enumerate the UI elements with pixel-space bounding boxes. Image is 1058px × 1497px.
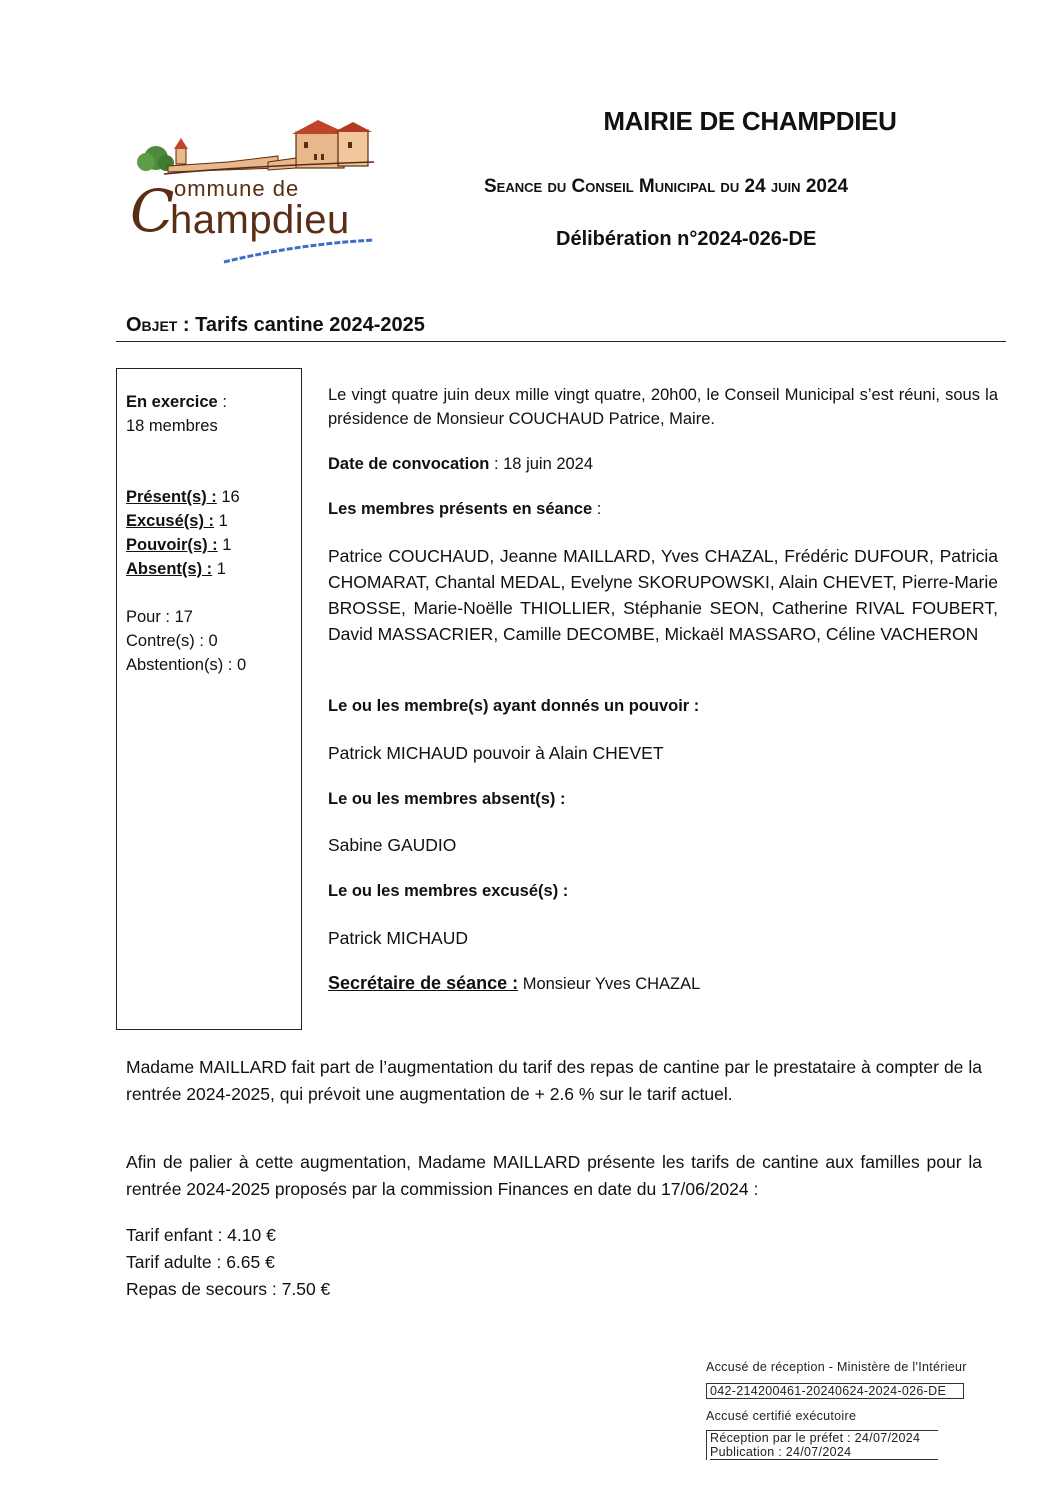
pouvoir-heading-text: Le ou les membre(s) ayant donnés un pouvoir :: [328, 697, 700, 715]
excuses-value-block: [328, 925, 998, 951]
excuses-heading: [328, 879, 998, 903]
seance-year: 2024: [805, 176, 849, 197]
secretaire-value: Monsieur Yves CHAZAL: [518, 975, 701, 993]
vote-results: [126, 605, 246, 677]
stamp-reception: Réception par le préfet : 24/07/2024: [710, 1431, 921, 1445]
en-exercice-sep: :: [217, 393, 227, 411]
stamp-reception-block: [706, 1430, 938, 1460]
absents-value: Sabine GAUDIO: [328, 835, 457, 855]
absents-count: [126, 557, 240, 581]
excuses-heading-text: Le ou les membres excusé(s) :: [328, 882, 569, 900]
vote-contre: Contre(s) : 0: [126, 632, 218, 650]
pouvoirs-value: 1: [217, 536, 232, 554]
presents-value: 16: [216, 488, 240, 506]
absents-label: Absent(s) :: [126, 560, 213, 578]
absents-heading: [328, 787, 998, 811]
seance-day: 24: [744, 176, 766, 197]
paragraph-augmentation: Madame MAILLARD fait part de l’augmentation du tarif des repas de cantine par le prestataire à compter de la rentrée 2024-2025, qui prévoit une augmentation de + 2.6 % sur le tarif actuel.: [126, 1057, 982, 1104]
en-exercice-value: 18 membres: [126, 417, 218, 435]
excuses-count: [126, 509, 240, 533]
mairie-title: MAIRIE DE CHAMPDIEU: [603, 106, 897, 136]
tarif-adulte: Tarif adulte : 6.65 €: [126, 1252, 275, 1272]
paragraph-tarifs-intro: Afin de palier à cette augmentation, Madame MAILLARD présente les tarifs de cantine aux familles pour la rentrée 2024-2025 proposés par la commission Finances en date du 17/06/2024 :: [126, 1152, 982, 1199]
stamp-certified: Accusé certifié exécutoire: [706, 1409, 857, 1423]
seance-text-a: Seance du Conseil Municipal du: [484, 176, 740, 197]
presents-list: Patrice COUCHAUD, Jeanne MAILLARD, Yves CHAZAL, Frédéric DUFOUR, Patricia CHOMARAT, Chantal MEDAL, Evelyne SKORUPOWSKI, Alain CHEVET, Pierre-Marie BROSSE, Marie-Noëlle THIOLLIER, Stéphanie SEON, Catherine RIVAL FOUBERT, David MASSACRIER, Camille DECOMBE, Mickaël MASSARO, Céline VACHERON: [328, 546, 998, 644]
objet-line: [126, 314, 425, 337]
presents-heading-line: [328, 497, 998, 521]
vote-abstention: Abstention(s) : 0: [126, 656, 247, 674]
logo-initial: C: [130, 177, 175, 245]
pouvoirs-count: [126, 533, 240, 557]
commune-logo: [128, 116, 380, 266]
presents-label: Présent(s) :: [126, 488, 217, 506]
convocation-line: [328, 452, 998, 476]
objet-divider: [116, 341, 1006, 342]
deliberation-number: Délibération n°2024-026-DE: [556, 228, 817, 250]
secretaire-label: Secrétaire de séance :: [328, 973, 519, 993]
tarifs-list: [126, 1222, 982, 1303]
presents-count: [126, 485, 240, 509]
en-exercice-line: [126, 390, 227, 438]
seance-heading: [484, 176, 848, 198]
logo-text-big: hampdieu: [170, 198, 350, 242]
vote-pour: Pour : 17: [126, 608, 193, 626]
excuses-label: Excusé(s) :: [126, 512, 215, 530]
stamp-reference: 042-214200461-20240624-2024-026-DE: [706, 1383, 964, 1399]
presents-heading-sep: :: [592, 500, 602, 518]
absents-value-block: [328, 832, 998, 858]
stamp-header: Accusé de réception - Ministère de l'Intérieur: [706, 1360, 967, 1374]
logo-text-top: ommune de: [174, 176, 300, 201]
secretaire-line: [328, 971, 998, 996]
pouvoirs-label: Pouvoir(s) :: [126, 536, 218, 554]
excuses-value: 1: [214, 512, 228, 530]
absents-value: 1: [212, 560, 226, 578]
pouvoir-value-block: [328, 740, 998, 766]
seance-month: juin: [770, 176, 801, 197]
presents-list-block: [328, 543, 998, 647]
tarif-enfant: Tarif enfant : 4.10 €: [126, 1225, 276, 1245]
pouvoir-heading: [328, 694, 998, 718]
convocation-value: : 18 juin 2024: [489, 455, 594, 473]
pouvoir-value: Patrick MICHAUD pouvoir à Alain CHEVET: [328, 743, 664, 763]
excuses-value: Patrick MICHAUD: [328, 928, 469, 948]
en-exercice-label: En exercice: [126, 393, 218, 411]
convocation-label: Date de convocation: [328, 455, 490, 473]
presents-heading: Les membres présents en séance: [328, 500, 593, 518]
session-intro: Le vingt quatre juin deux mille vingt quatre, 20h00, le Conseil Municipal s’est réuni, sous la présidence de Monsieur COUCHAUD Patrice, Maire.: [328, 386, 998, 428]
attendance-counts: [126, 485, 240, 581]
vote-summary-box: [116, 368, 302, 1030]
absents-heading-text: Le ou les membres absent(s) :: [328, 790, 566, 808]
repas-secours: Repas de secours : 7.50 €: [126, 1279, 331, 1299]
objet-label: Objet :: [126, 314, 190, 336]
objet-value: Tarifs cantine 2024-2025: [195, 314, 425, 336]
stamp-publication: Publication : 24/07/2024: [710, 1445, 938, 1460]
